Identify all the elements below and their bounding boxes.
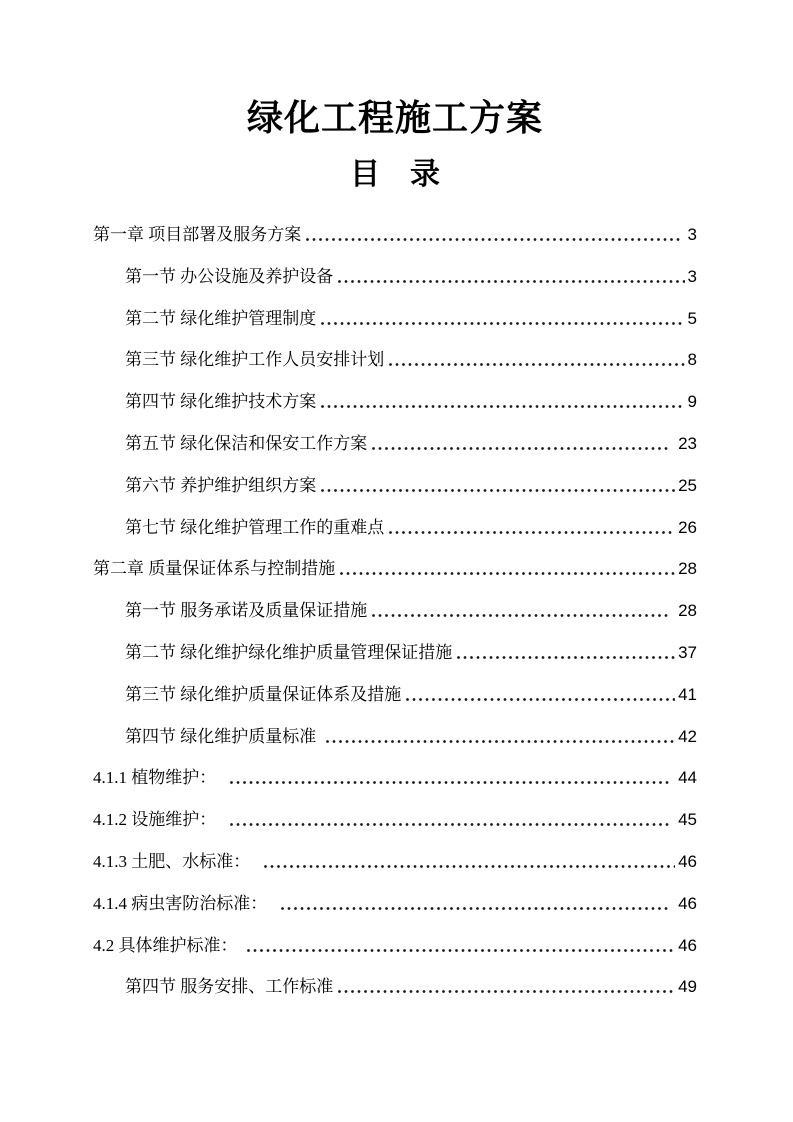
toc-dotted-leader: [338, 990, 675, 993]
toc-entry-label: 第一节 办公设施及养护设备: [125, 266, 334, 286]
toc-dotted-leader: [389, 363, 684, 366]
toc-entry-page: 3: [687, 266, 697, 286]
toc-dotted-leader: [247, 949, 675, 952]
toc-dotted-leader: [406, 698, 675, 701]
toc-entry-page: 28: [673, 601, 697, 621]
toc-entry-page: 23: [673, 433, 697, 453]
toc-dotted-leader: [230, 781, 671, 784]
toc-entry[interactable]: [125, 976, 697, 997]
toc-dotted-leader: [321, 489, 675, 492]
toc-entry-page: 26: [678, 517, 697, 537]
toc-dotted-leader: [338, 280, 684, 283]
toc-entry-label: 第四节 服务安排、工作标准: [125, 977, 334, 997]
toc-dotted-leader: [340, 572, 675, 575]
toc-entry-label: 第二节 绿化维护管理制度: [125, 308, 317, 328]
toc-entry-page: 5: [687, 308, 697, 328]
toc-entry[interactable]: [93, 935, 697, 956]
toc-entry-page: 3: [682, 225, 697, 244]
toc-entry-page: 42: [678, 726, 697, 746]
toc-dotted-leader: [321, 405, 684, 408]
toc-heading: 目 录: [350, 158, 440, 191]
toc-entry-label: 第四节 绿化维护质量标准: [125, 726, 321, 746]
toc-dotted-leader: [389, 531, 675, 534]
toc-dotted-leader: [264, 865, 675, 868]
toc-entry[interactable]: [125, 684, 697, 705]
toc-entry[interactable]: [125, 308, 697, 329]
toc-entry-label: 第一节 服务承诺及质量保证措施: [125, 601, 368, 621]
toc-dotted-leader: [230, 823, 671, 826]
toc-entry-label: 4.1.2 设施维护：: [93, 810, 225, 830]
toc-entry[interactable]: [125, 266, 697, 287]
toc-entry-page: 28: [678, 559, 697, 579]
toc-entry-label: 第一章 项目部署及服务方案: [93, 225, 302, 244]
toc-entry-label: 第四节 绿化维护技术方案: [125, 392, 317, 412]
toc-entry-page: 45: [673, 810, 697, 830]
toc-entry-label: 第三节 绿化维护工作人员安排计划: [125, 350, 385, 370]
toc-entry-label: 第三节 绿化维护质量保证体系及措施: [125, 684, 402, 704]
toc-dotted-leader: [321, 322, 684, 325]
toc-entry-label: 第二章 质量保证体系与控制措施: [93, 559, 336, 579]
toc-entry[interactable]: [93, 558, 697, 579]
toc-entry[interactable]: [125, 475, 697, 496]
toc-entry-page: 44: [673, 768, 697, 788]
toc-entry-label: 第七节 绿化维护管理工作的重难点: [125, 517, 385, 537]
toc-dotted-leader: [457, 656, 675, 659]
toc-entry[interactable]: [93, 767, 697, 788]
toc-entry-label: 4.2 具体维护标准：: [93, 935, 242, 955]
toc-entry-page: 37: [678, 642, 697, 662]
toc-entry[interactable]: [125, 600, 697, 621]
toc-entry[interactable]: [125, 642, 697, 663]
toc-entry-page: 46: [678, 935, 697, 955]
toc-entry-label: 4.1.1 植物维护：: [93, 768, 225, 788]
toc-dotted-leader: [326, 740, 676, 743]
toc-list: [93, 224, 697, 997]
toc-entry-page: 49: [678, 977, 697, 997]
toc-entry[interactable]: [93, 809, 697, 830]
toc-entry[interactable]: [125, 391, 697, 412]
toc-entry[interactable]: [93, 893, 697, 914]
toc-dotted-leader: [372, 614, 670, 617]
toc-entry-label: 第二节 绿化维护绿化维护质量管理保证措施: [125, 642, 453, 662]
toc-entry[interactable]: [125, 726, 697, 747]
toc-entry-page: 9: [687, 392, 697, 412]
toc-entry-page: 25: [678, 475, 697, 495]
toc-entry-label: 第五节 绿化保洁和保安工作方案: [125, 433, 368, 453]
document-title: 绿化工程施工方案: [246, 98, 543, 138]
toc-entry-label: 4.1.4 病虫害防治标准：: [93, 893, 276, 913]
toc-entry[interactable]: [125, 517, 697, 538]
toc-entry[interactable]: [93, 224, 697, 245]
toc-entry-page: 41: [678, 684, 697, 704]
toc-entry-page: 46: [678, 851, 697, 871]
toc-entry-label: 4.1.3 土肥、水标准：: [93, 851, 259, 871]
toc-dotted-leader: [281, 907, 671, 910]
toc-entry[interactable]: [125, 349, 697, 370]
toc-entry[interactable]: [125, 433, 697, 454]
toc-entry-page: 8: [687, 350, 697, 370]
toc-dotted-leader: [306, 238, 680, 241]
toc-dotted-leader: [372, 447, 670, 450]
toc-entry[interactable]: [93, 851, 697, 872]
toc-entry-label: 第六节 养护维护组织方案: [125, 475, 317, 495]
toc-entry-page: 46: [673, 893, 697, 913]
